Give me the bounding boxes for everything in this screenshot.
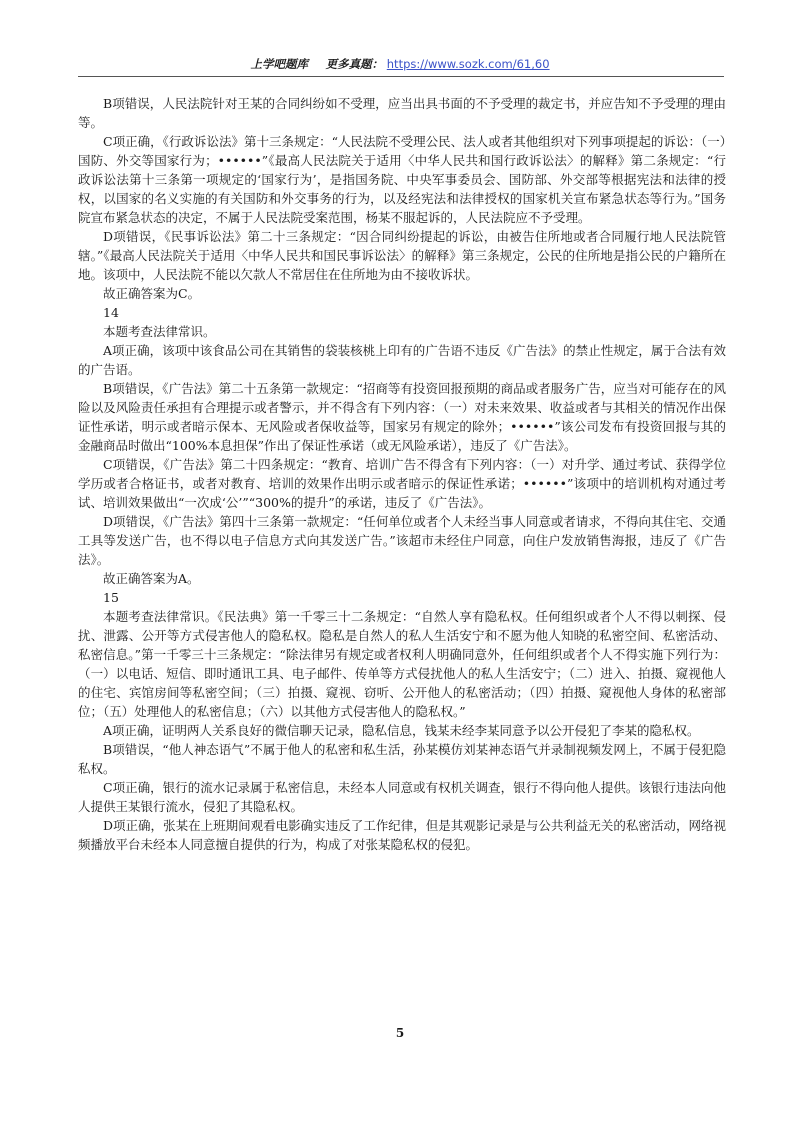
paragraph: D项正确，张某在上班期间观看电影确实违反了工作纪律，但是其观影记录是与公共利益无关的私密活动，网络视频播放平台未经本人同意擅自提供的行为，构成了对张某隐私权的侵犯。 [78, 818, 726, 852]
paragraph: B项错误，人民法院针对王某的合同纠纷如不受理，应当出具书面的不予受理的裁定书，并应告知不予受理的理由等。 [78, 96, 726, 130]
paragraph: 本题考查法律常识。《民法典》第一千零三十二条规定：“自然人享有隐私权。任何组织或者个人不得以刺探、侵扰、泄露、公开等方式侵害他人的隐私权。隐私是自然人的私人生活安宁和不愿为他人知晓的私密空间、私密活动、私密信息。”第一千零三十三条规定：“除法律另有规定或者权利人明确同意外，任何组织或者个人不得实施下列行为：（一）以电话、短信、即时通讯工具、电子邮件、传单等方式侵扰他人的私人生活安宁；（二）进入、拍摄、窥视他人的住宅、宾馆房间等私密空间；（三）拍摄、窥视、窃听、公开他人的私密活动；（四）拍摄、窥视他人身体的私密部位；（五）处理他人的私密信息；（六）以其他方式侵害他人的隐私权。” [78, 609, 726, 719]
paragraph: A项正确，该项中该食品公司在其销售的袋装核桃上印有的广告语不违反《广告法》的禁止性规定，属于合法有效的广告语。 [78, 343, 726, 377]
paragraph: C项正确，《行政诉讼法》第十三条规定：“人民法院不受理公民、法人或者其他组织对下列事项提起的诉讼：（一）国防、外交等国家行为；••••••”《最高人民法院关于适用〈中华人民共和国行政诉讼法〉的解释》第二条规定：“行政诉讼法第十三条第一项规定的‘国家行为’，是指国务院、中央军事委员会、国防部、外交部等根据宪法和法律的授权，以国家的名义实施的有关国防和外交事务的行为，以及经宪法和法律授权的国家机关宣布紧急状态等行为。”国务院宣布紧急状态的决定，不属于人民法院受案范围，杨某不服起诉的，人民法院应不予受理。 [78, 134, 726, 225]
paragraph: D项错误，《广告法》第四十三条第一款规定：“任何单位或者个人未经当事人同意或者请求，不得向其住宅、交通工具等发送广告，也不得以电子信息方式向其发送广告。”该超市未经住户同意，向住户发放销售海报，违反了《广告法》。 [78, 514, 726, 567]
header-url-link[interactable]: https://www.sozk.com/61,60 [386, 57, 550, 71]
header-divider [78, 76, 724, 77]
paragraph: B项错误，“他人神态语气”不属于他人的私密和私生活，孙某模仿刘某神态语气并录制视频发网上，不属于侵犯隐私权。 [78, 742, 726, 776]
paragraph: 故正确答案为A。 [103, 571, 200, 586]
page-header [0, 56, 800, 72]
paragraph: A项正确，证明两人关系良好的微信聊天记录，隐私信息，钱某未经李某同意予以公开侵犯了李某的隐私权。 [103, 723, 700, 738]
paragraph: B项错误，《广告法》第二十五条第一款规定：“招商等有投资回报预期的商品或者服务广告，应当对可能存在的风险以及风险责任承担有合理提示或者警示，并不得含有下列内容：（一）对未来效果、收益或者与其相关的情况作出保证性承诺，明示或者暗示保本、无风险或者保收益等，国家另有规定的除外；••••••”该公司发布有投资回报与其的金融商品时做出“100%本息担保”作出了保证性承诺（或无风险承诺），违反了《广告法》。 [78, 381, 726, 453]
question-number: 14 [103, 305, 119, 320]
document-body [78, 94, 726, 854]
paragraph: C项错误，《广告法》第二十四条规定：“教育、培训广告不得含有下列内容：（一）对升学、通过考试、获得学位学历或者合格证书，或者对教育、培训的效果作出明示或者暗示的保证性承诺；••••••”该项中的培训机构对通过考试、培训效果做出“一次成‘公’”“300%的提升”的承诺，违反了《广告法》。 [78, 457, 726, 510]
paragraph: 本题考查法律常识。 [103, 324, 216, 339]
page-number: 5 [395, 1026, 405, 1040]
question-number: 15 [103, 590, 119, 605]
paragraph: 故正确答案为C。 [103, 286, 201, 301]
header-label: 更多真题： [325, 57, 384, 71]
header-brand: 上学吧题库 [250, 57, 308, 71]
paragraph: D项错误，《民事诉讼法》第二十三条规定：“因合同纠纷提起的诉讼，由被告住所地或者合同履行地人民法院管辖。”《最高人民法院关于适用〈中华人民共和国民事诉讼法〉的解释》第三条规定，公民的住所地是指公民的户籍所在地。该项中，人民法院不能以欠款人不常居住在住所地为由不接收诉状。 [78, 229, 726, 282]
paragraph: C项正确，银行的流水记录属于私密信息，未经本人同意或有权机关调查，银行不得向他人提供。该银行违法向他人提供王某银行流水，侵犯了其隐私权。 [78, 780, 726, 814]
